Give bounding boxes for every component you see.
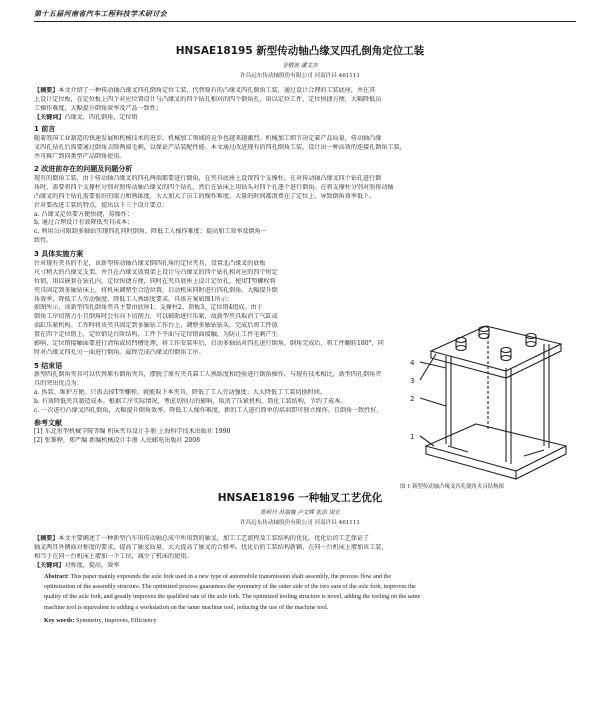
figure-caption: 图 1 新型传动轴凸缘叉四孔倒角夹具结构图 [400, 484, 504, 490]
list-item: a. 凸缘叉定位要方便快捷，易操作； [34, 210, 133, 218]
keywords: 凸缘叉，四孔倒角，定位销 [64, 113, 138, 121]
body-line: 新型四孔倒角夹具可以代替原有倒角夹具，摆脱了原有夹具靠工人熟练度和经验进行倒角操作，与现有技术相比，新型四孔倒角夹 [34, 371, 382, 378]
body-line: 位销，用以嵌套在钻孔内，定位快捷方便，同时在夹具底座上设计定位孔，使用T型螺栓将 [34, 277, 276, 285]
list-item: c. 利用公司限制多轴钻实现四孔同时倒角，降低工人操作难度；提高加工效率及倒角一 [34, 228, 267, 236]
paper1-abstract [34, 87, 576, 123]
en-abstract-line: This paper mainly expounds the axle fork used in a new type of automobile transmission shaft assembly, the process flow and the [70, 573, 392, 580]
paper2-english-keywords [44, 616, 157, 626]
body-line: 叉四孔钻孔后需要通过倒角去除两端毛刺，以保证产品装配性能。本文通过改进现有的四孔倒角工装，设计出一种高效的连接孔倒角工装， [34, 143, 406, 151]
body-line: 现有的倒角工装，由于传动轴凸缘叉的四孔两端都要进行倒角，在夹具底座上设置四个支撑柱，在对传动轴凸缘叉四个钻孔进行倒 [34, 175, 382, 182]
abstract-line: 相当于在同一台机床上增加一个工位，减少了机床的使用。 [34, 552, 193, 560]
list-item: b. 有效降低夹具制造成本。根据工序实际情况，考虑切削力的影响，取消了压紧机构，简化工装结构，节约了成本。 [34, 397, 347, 405]
en-keywords: Symmetry, Improves, Efficiency [75, 617, 157, 624]
running-header: 第十五届河南省汽车工程科技学术研讨会 [34, 9, 168, 18]
callout-label: 3 [410, 377, 415, 385]
en-abstract-line: optimization of the assembly structure. The optimized process guarantees the symmetry of the outer side of the two ears of the axle fork, improves the [44, 583, 416, 591]
references-list [34, 428, 404, 446]
keywords: 对称度，提高，效率 [64, 561, 120, 569]
header-rule [34, 21, 576, 22]
locating-pins [456, 327, 536, 361]
en-abstract-line: machine tool is equivalent to adding a workstation on the same machine tool, reducing the use of the machine tool. [44, 603, 329, 611]
en-abstract-label: Abstract: [44, 573, 70, 580]
body-line: 具的突出优点为： [34, 379, 83, 387]
body-line: 尺寸稍大的凸缘叉支架，并且在凸缘叉放置架上设计与凸缘叉的四个钻孔相对应的四个短定 [34, 268, 278, 276]
paper2-affiliation: 许昌远东传动轴股份有限公司 河南许昌 461111 [239, 520, 360, 526]
body-line: 如图所示，该新型四孔倒角夹具主要由底座1、支撑柱2、顶板3、定位销4组成。由于 [34, 304, 263, 312]
callout-label: 2 [410, 395, 415, 403]
abstract-line: 工操作难度，大幅提升倒角效率及产品一致性； [34, 104, 162, 112]
callout-label: 4 [410, 359, 415, 367]
section-heading-implementation: 3 具体实施方案 [34, 250, 84, 258]
paper1-title: HNSAE18195 新型传动轴凸缘叉四孔倒角定位工装 [175, 45, 425, 57]
paper2-abstract [34, 535, 576, 571]
keywords-label: 【关键词】 [34, 113, 65, 121]
reference-item: [1] 东北重型机械学院等编 机床夹具设计手册 上海科学技术出版社 1990 [34, 428, 231, 435]
body-line: 针对要改进工装的特点，提出以下三个设计要点： [34, 201, 169, 209]
body-line: 随着我国工业制造的快速发展和机械技术的进步，机械加工领域的竞争也越来越激烈。机械加工细节决定着产品质量，传动轴凸缘 [34, 135, 382, 142]
en-abstract-line: quality of the axle fork, and greatly improves the qualified rate of the axle fork. The optimized tooling structure is novel, adding the tooling on the same [44, 593, 421, 601]
abstract-line: 本文介绍了一种传动轴凸缘叉四孔倒角定位工装，代替原有的凸缘叉四孔倒角工装，通过设计合理的工装底座，并在其 [58, 87, 376, 94]
list-item: c. 一次进行凸缘叉四孔倒角，大幅提升倒角效率，降低工人操作难度，新的工人进行简单的培训即可独立操作。且倒角一致性好。 [34, 406, 383, 414]
paper1-authors: 金敬波 潘文杰 [282, 63, 318, 69]
section-heading-intro: 1 前言 [34, 125, 56, 133]
body-line: 角时，需要将四个支撑柱分别对照传动轴凸缘叉的四个钻孔，然后在钻床上用钻头对四个孔逐个进行倒角。在将支撑柱分别对照传动轴 [34, 183, 394, 191]
en-keywords-label: Key words: [44, 617, 75, 624]
references-heading: 参考文献 [34, 419, 62, 427]
list-item: a. 拆装、维护方便。只需去掉T型螺栓，就能取下本夹具，降低了工人劳动强度；大大降低了工装切换时间。 [34, 388, 326, 396]
section-heading-problems: 2 改进前存在的问题及问题分析 [34, 165, 133, 173]
list-item: b. 通过合理设计有效降低夹具成本； [34, 219, 134, 227]
body-line: 凸缘叉的四个钻孔需要很好的眼力和熟练度，大大加大了员工的操作难度，大量的时间都浪费在了定位上，导致倒角效率低下。 [34, 192, 376, 200]
body-line: 置在四个定位销上，定位销是台阶结构，工件下平面与定位销面接触，为防止工件毛刺产生 [34, 331, 278, 339]
body-line: 角效率，降低工人劳动强度，降低工人熟练度要求。具体方案如图1所示： [34, 295, 233, 303]
section-problems-body [34, 175, 576, 246]
body-line: 倒角工序切削力小且倒角时会有向下切削力，可以辅助进行压紧，故新型夹具取消了气缸或 [34, 313, 278, 321]
paper2-authors: 郑利丹 苏瑞魏 卢文辉 张浩 周宏 [260, 510, 340, 516]
keywords-label: 【关键词】 [34, 561, 65, 569]
abstract-line: 上设计定位板，在定位板上四个对应位置设计与凸缘叉的四个钻孔相对的四个倒角孔，用以定位工件，定位快捷方便，大幅降低员 [34, 95, 382, 103]
callout-label: 1 [410, 433, 415, 441]
section-heading-conclusion: 5 结束语 [34, 362, 63, 370]
section-implementation-body [34, 260, 404, 340]
paper1-affiliation: 许昌远东传动轴股份有限公司 河南许昌 461111 [239, 73, 360, 79]
abstract-line: 本文主要阐述了一种新型汽车用传动轴总成中所用到的轴叉，加工工艺流程及工装结构的优化。优化后的工艺保证了 [58, 535, 370, 542]
body-line: 并可推广到同类型产品倒角使用。 [34, 152, 126, 160]
body-line: 影响，定位销接触面要进行清角或切凹槽处理。将工作安装牢后，启动多轴钻对四孔进行倒角。倒角完成后，将工件翻转180°，同 [34, 340, 384, 347]
body-line: 夹具固定到多轴钻床上，将机床调整至合适位置，启动机床同时进行四孔倒角，大幅提升倒 [34, 286, 278, 294]
paper2-english-abstract [44, 572, 576, 613]
section-intro-body [34, 135, 576, 162]
body-line: 时对凸缘叉四孔另一面进行倒角。最终完成凸缘叉的倒角工序。 [34, 348, 205, 356]
reference-item: [2] 张黎骅，郑严编 新编机械设计手册 人民邮电出版社 2008 [34, 436, 200, 444]
body-line: 油缸压紧机构。工作时将该夹具固定到多轴钻工作台上，调整多轴钻钻头，完成后将工件放 [34, 322, 278, 330]
paper2-title: HNSAE18196 一种轴叉工艺优化 [217, 492, 383, 504]
body-line: 针对现有夹具的不足，该新型传动轴凸缘叉倒四孔角的定位夹具，设置北凸缘叉的底板 [34, 260, 266, 267]
abstract-label: 【摘要】 [34, 87, 59, 94]
section-conclusion-body [34, 371, 576, 415]
list-item: 致性。 [34, 237, 53, 245]
abstract-label: 【摘要】 [34, 535, 59, 542]
abstract-line: 轴叉两耳外侧面对称度的要求，提高了轴叉质量，大大提高了轴叉的合格率。优化后的工装结构新颖，在同一台机床上增加该工装， [34, 543, 388, 551]
